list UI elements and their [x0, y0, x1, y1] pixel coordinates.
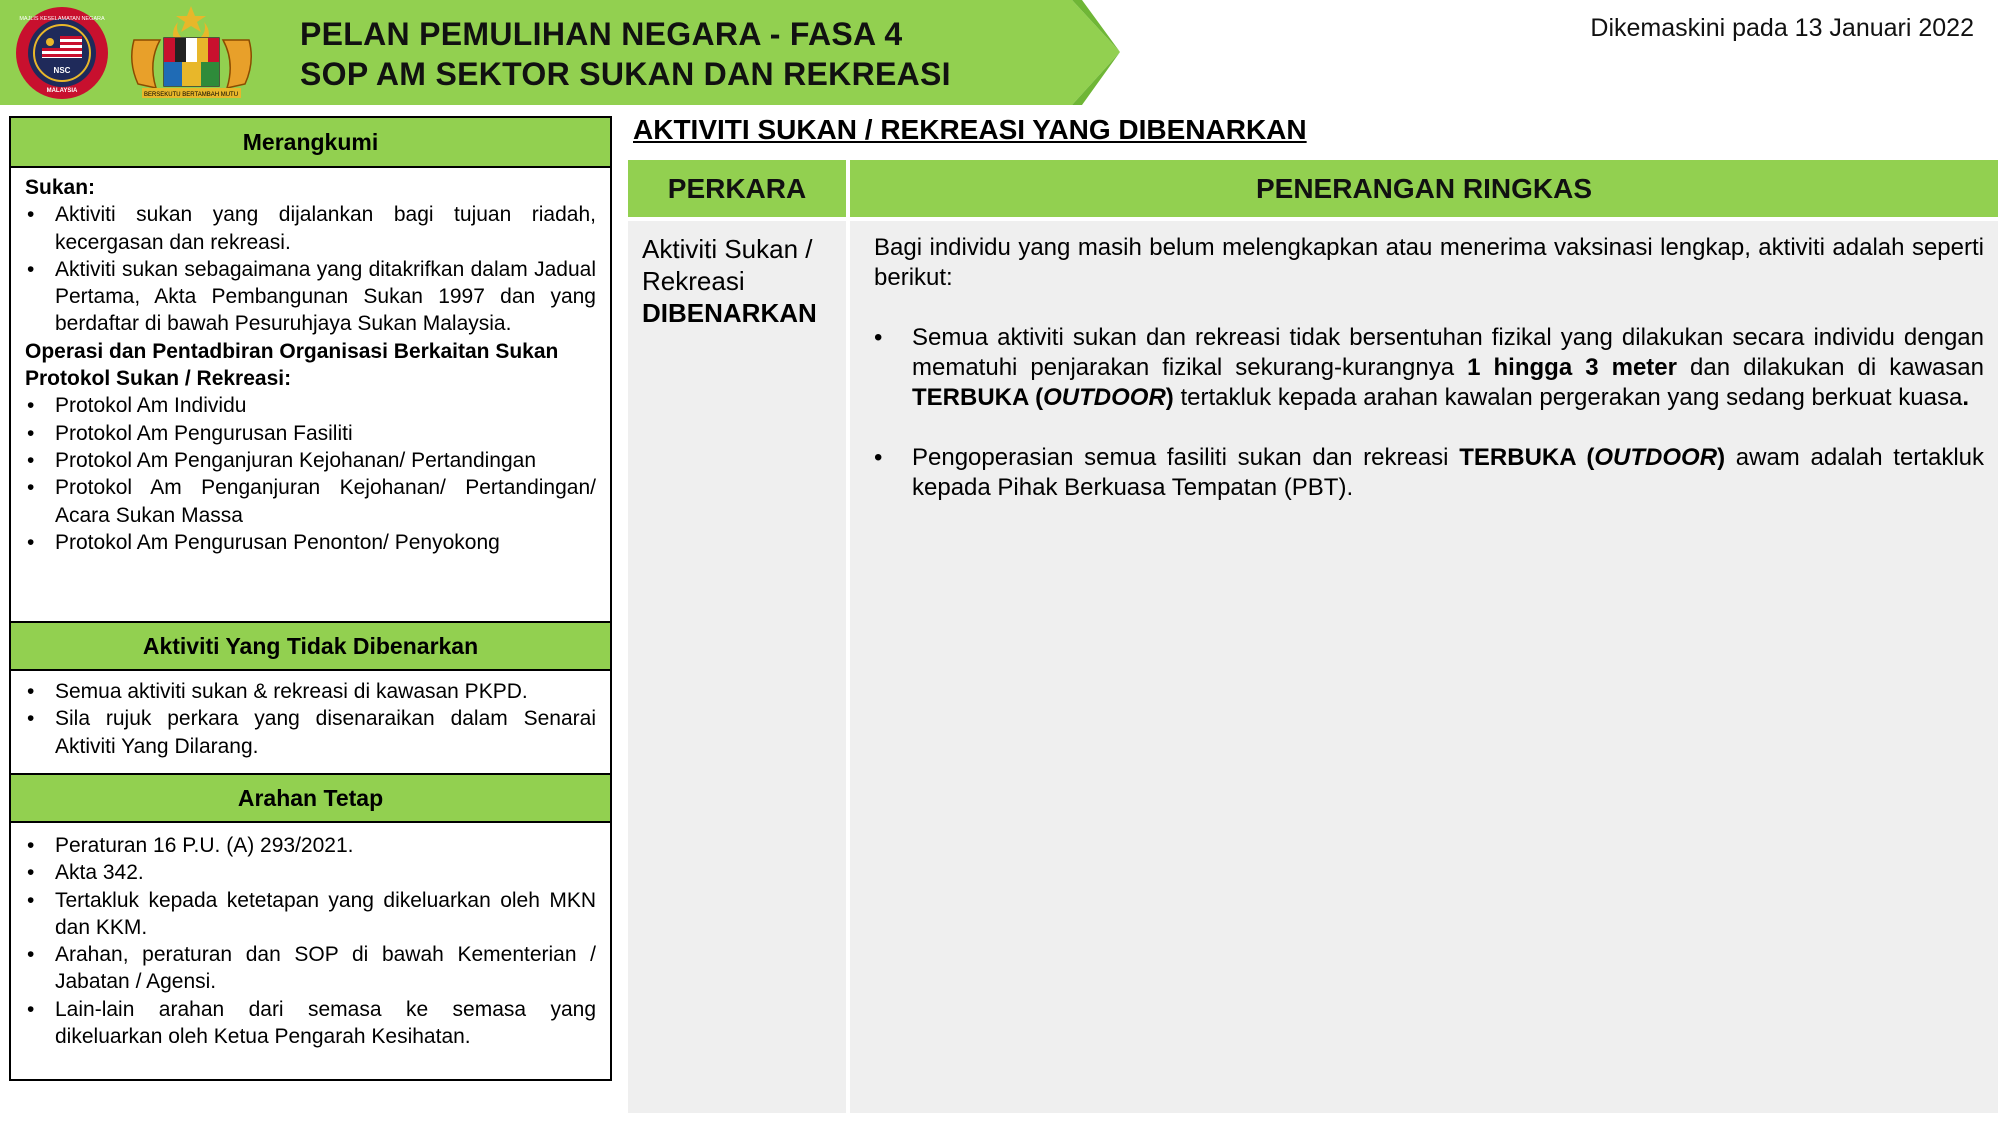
- bullet-text: dan dilakukan di kawasan: [1676, 354, 1984, 381]
- bullet-text: tertakluk kepada arahan kawalan pergerakan yang sedang berkuat kuasa: [1173, 384, 1963, 411]
- perkara-cell: [628, 221, 846, 1113]
- svg-text:BERSEKUTU BERTAMBAH MUTU: BERSEKUTU BERTAMBAH MUTU: [143, 92, 239, 98]
- list-item: • Sila rujuk perkara yang disenaraikan dalam Senarai Aktiviti Yang Dilarang.: [25, 705, 596, 760]
- bullet-bold-text: .: [1962, 384, 1969, 411]
- list-item: • Protokol Am Pengurusan Fasiliti: [25, 420, 596, 447]
- left-summary-panel: [9, 116, 612, 1081]
- column-header-penerangan: PENERANGAN RINGKAS: [850, 160, 1998, 217]
- list-item: • Peraturan 16 P.U. (A) 293/2021.: [25, 832, 596, 859]
- section-header-arahan-tetap: Arahan Tetap: [11, 773, 610, 823]
- page-subtitle: SOP AM SEKTOR SUKAN DAN REKREASI: [300, 56, 951, 92]
- list-item: • Protokol Am Individu: [25, 392, 596, 419]
- list-item: [874, 443, 1984, 503]
- section-header-merangkumi: Merangkumi: [11, 116, 610, 168]
- tidak-dibenarkan-list: [25, 678, 596, 760]
- updated-date: Dikemaskini pada 13 Januari 2022: [1590, 14, 1974, 42]
- protokol-list: [25, 392, 596, 556]
- protokol-label: Protokol Sukan / Rekreasi:: [25, 367, 292, 391]
- list-item: • Protokol Am Penganjuran Kejohanan/ Pertandingan/ Acara Sukan Massa: [25, 474, 596, 529]
- perkara-text-line2: Rekreasi: [642, 266, 745, 296]
- list-item: • Semua aktiviti sukan & rekreasi di kawasan PKPD.: [25, 678, 596, 705]
- list-item: • Akta 342.: [25, 859, 596, 886]
- bullet-bold-text: 1 hingga 3 meter: [1467, 354, 1677, 381]
- sukan-list: [25, 201, 596, 337]
- intro-paragraph: Bagi individu yang masih belum melengkapkan atau menerima vaksinasi lengkap, aktiviti adalah seperti berikut:: [874, 234, 1984, 291]
- section-body-arahan-tetap: [11, 832, 610, 1050]
- penerangan-cell: [850, 221, 1998, 1113]
- operasi-label: Operasi dan Pentadbiran Organisasi Berkaitan Sukan: [25, 339, 559, 363]
- list-item: • Aktiviti sukan yang dijalankan bagi tujuan riadah, kecergasan dan rekreasi.: [25, 201, 596, 256]
- arahan-tetap-list: [25, 832, 596, 1050]
- bullet-text: Semua aktiviti sukan dan rekreasi tidak bersentuhan fizikal yang dilakukan secara individu dengan mematuhi penjarakan fizikal sekurang-kurangnya: [912, 324, 1984, 381]
- nsc-logo: [12, 6, 112, 100]
- bullet-bold-text: ): [1717, 444, 1726, 471]
- penerangan-list: [874, 323, 1984, 503]
- list-item: • Lain-lain arahan dari semasa ke semasa yang dikeluarkan oleh Ketua Pengarah Kesihatan.: [25, 996, 596, 1051]
- perkara-text-line1: Aktiviti Sukan /: [642, 234, 813, 264]
- sukan-label: Sukan:: [25, 176, 96, 199]
- right-section-heading: AKTIVITI SUKAN / REKREASI YANG DIBENARKAN: [633, 114, 1307, 145]
- bullet-italic-text: OUTDOOR: [1043, 384, 1166, 411]
- perkara-status: DIBENARKAN: [642, 298, 817, 328]
- svg-text:MALAYSIA: MALAYSIA: [46, 88, 78, 94]
- section-body-tidak-dibenarkan: [11, 678, 610, 760]
- list-item: • Tertakluk kepada ketetapan yang dikeluarkan oleh MKN dan KKM.: [25, 887, 596, 942]
- svg-text:NSC: NSC: [53, 66, 71, 75]
- list-item: • Aktiviti sukan sebagaimana yang ditakrifkan dalam Jadual Pertama, Akta Pembangunan Sukan 1997 dan yang berdaftar di bawah Pesuruhjaya Sukan Malaysia.: [25, 256, 596, 338]
- list-item: • Protokol Am Pengurusan Penonton/ Penyokong: [25, 529, 596, 556]
- page-title-block: [300, 14, 951, 94]
- bullet-bold-text: ): [1165, 384, 1174, 411]
- list-item: • Arahan, peraturan dan SOP di bawah Kementerian / Jabatan / Agensi.: [25, 941, 596, 996]
- page-title: PELAN PEMULIHAN NEGARA - FASA 4: [300, 16, 903, 52]
- column-header-perkara: PERKARA: [628, 160, 846, 217]
- svg-text:MAJLIS KESELAMATAN NEGARA: MAJLIS KESELAMATAN NEGARA: [19, 16, 105, 22]
- activity-table: [628, 160, 1998, 1113]
- list-item: [874, 323, 1984, 413]
- section-body-merangkumi: [11, 174, 610, 556]
- bullet-text: Pengoperasian semua fasiliti sukan dan rekreasi: [912, 444, 1460, 471]
- section-header-tidak-dibenarkan: Aktiviti Yang Tidak Dibenarkan: [11, 621, 610, 671]
- bullet-text: awam adalah tertakluk kepada Pihak Berkuasa Tempatan (PBT).: [912, 444, 1984, 501]
- bullet-bold-text: TERBUKA (: [912, 384, 1044, 411]
- list-item: • Protokol Am Penganjuran Kejohanan/ Pertandingan: [25, 447, 596, 474]
- coat-of-arms-logo: [124, 2, 259, 102]
- bullet-italic-text: OUTDOOR: [1594, 444, 1718, 471]
- bullet-bold-text: TERBUKA (: [1459, 444, 1595, 471]
